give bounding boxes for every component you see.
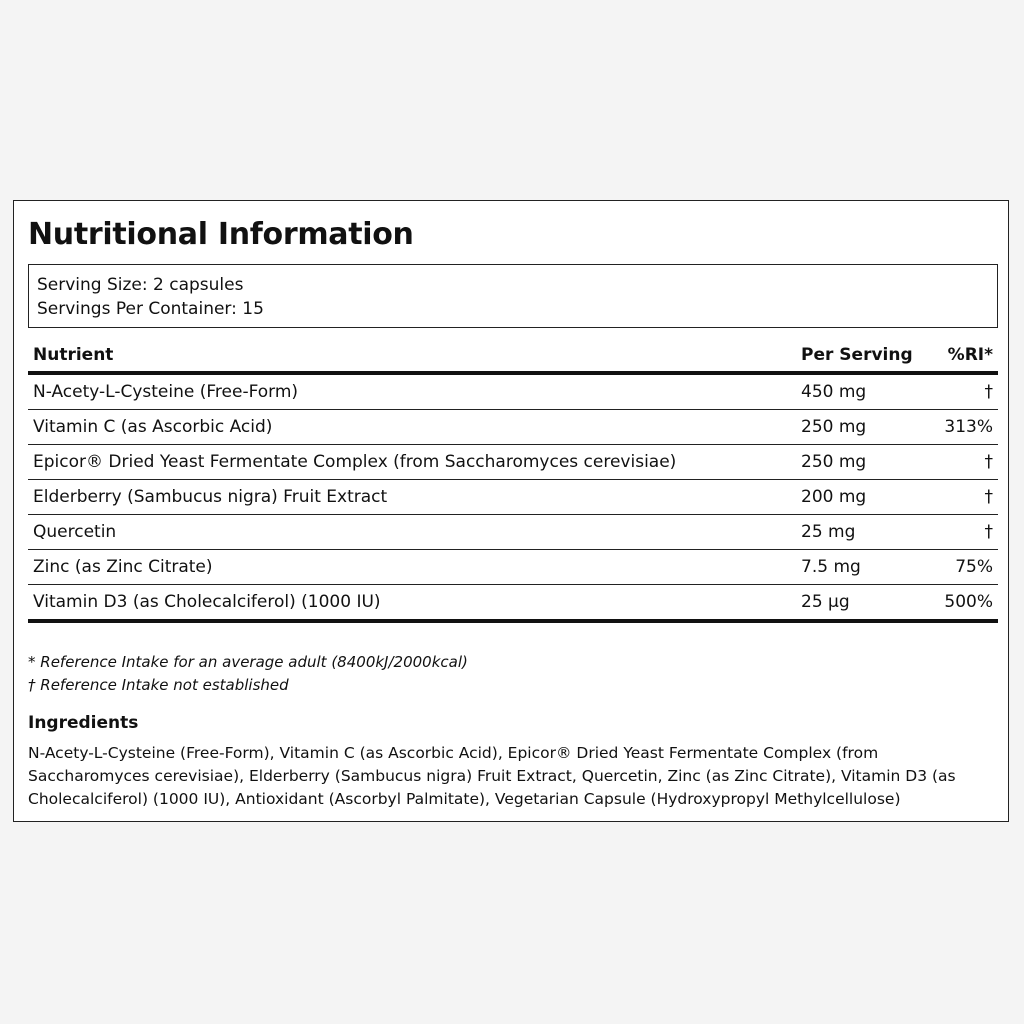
- nutrient-ri: †: [984, 382, 993, 402]
- nutrient-amount: 200 mg: [801, 487, 867, 507]
- nutrient-ri: †: [984, 487, 993, 507]
- table-row: [28, 445, 998, 480]
- footnote-not-established: † Reference Intake not established: [28, 676, 289, 694]
- nutrient-amount: 250 mg: [801, 452, 867, 472]
- nutrient-ri: †: [984, 522, 993, 542]
- serving-info-box: [28, 264, 998, 328]
- table-row: [28, 410, 998, 445]
- nutrient-ri: 500%: [944, 592, 993, 612]
- table-row: [28, 515, 998, 550]
- table-row: [28, 375, 998, 410]
- table-row: [28, 480, 998, 515]
- nutrient-name: N-Acety-L-Cysteine (Free-Form): [33, 382, 299, 402]
- header-per-serving: Per Serving: [801, 345, 913, 365]
- nutrient-ri: †: [984, 452, 993, 472]
- header-nutrient: Nutrient: [33, 345, 114, 365]
- table-header-row: [28, 339, 998, 375]
- header-ri: %RI*: [947, 345, 993, 365]
- table-row: [28, 585, 998, 623]
- nutrient-amount: 450 mg: [801, 382, 867, 402]
- table-row: [28, 550, 998, 585]
- nutrient-name: Elderberry (Sambucus nigra) Fruit Extract: [33, 487, 388, 507]
- footnote-reference-intake: * Reference Intake for an average adult (8400kJ/2000kcal): [28, 653, 468, 671]
- nutrient-name: Zinc (as Zinc Citrate): [33, 557, 213, 577]
- serving-size: Serving Size: 2 capsules: [37, 275, 244, 295]
- nutrient-amount: 25 µg: [801, 592, 850, 612]
- nutrient-amount: 250 mg: [801, 417, 867, 437]
- nutrient-amount: 25 mg: [801, 522, 856, 542]
- nutrient-ri: 313%: [944, 417, 993, 437]
- page-title: Nutritional Information: [28, 217, 414, 252]
- ingredients-text: N-Acety-L-Cysteine (Free-Form), Vitamin C (as Ascorbic Acid), Epicor® Dried Yeast Fermentate Complex (from Saccharomyces cerevisiae), Elderberry (Sambucus nigra) Fruit Extract, Quercetin, Zinc (as Zinc Citrate), Vitamin D3 (as Cholecalciferol) (1000 IU), Antioxidant (Ascorbyl Palmitate), Vegetarian Capsule (Hydroxypropyl Methylcellulose): [28, 744, 956, 808]
- nutrition-panel: [13, 200, 1009, 822]
- nutrient-ri: 75%: [955, 557, 993, 577]
- nutrient-amount: 7.5 mg: [801, 557, 861, 577]
- servings-per-container: Servings Per Container: 15: [37, 299, 264, 319]
- nutrient-name: Vitamin D3 (as Cholecalciferol) (1000 IU): [33, 592, 381, 612]
- ingredients-heading: Ingredients: [28, 713, 139, 733]
- nutrient-name: Vitamin C (as Ascorbic Acid): [33, 417, 273, 437]
- nutrient-table: [28, 339, 998, 623]
- footnotes: [28, 651, 468, 697]
- nutrient-name: Epicor® Dried Yeast Fermentate Complex (from Saccharomyces cerevisiae): [33, 452, 677, 472]
- nutrient-name: Quercetin: [33, 522, 117, 542]
